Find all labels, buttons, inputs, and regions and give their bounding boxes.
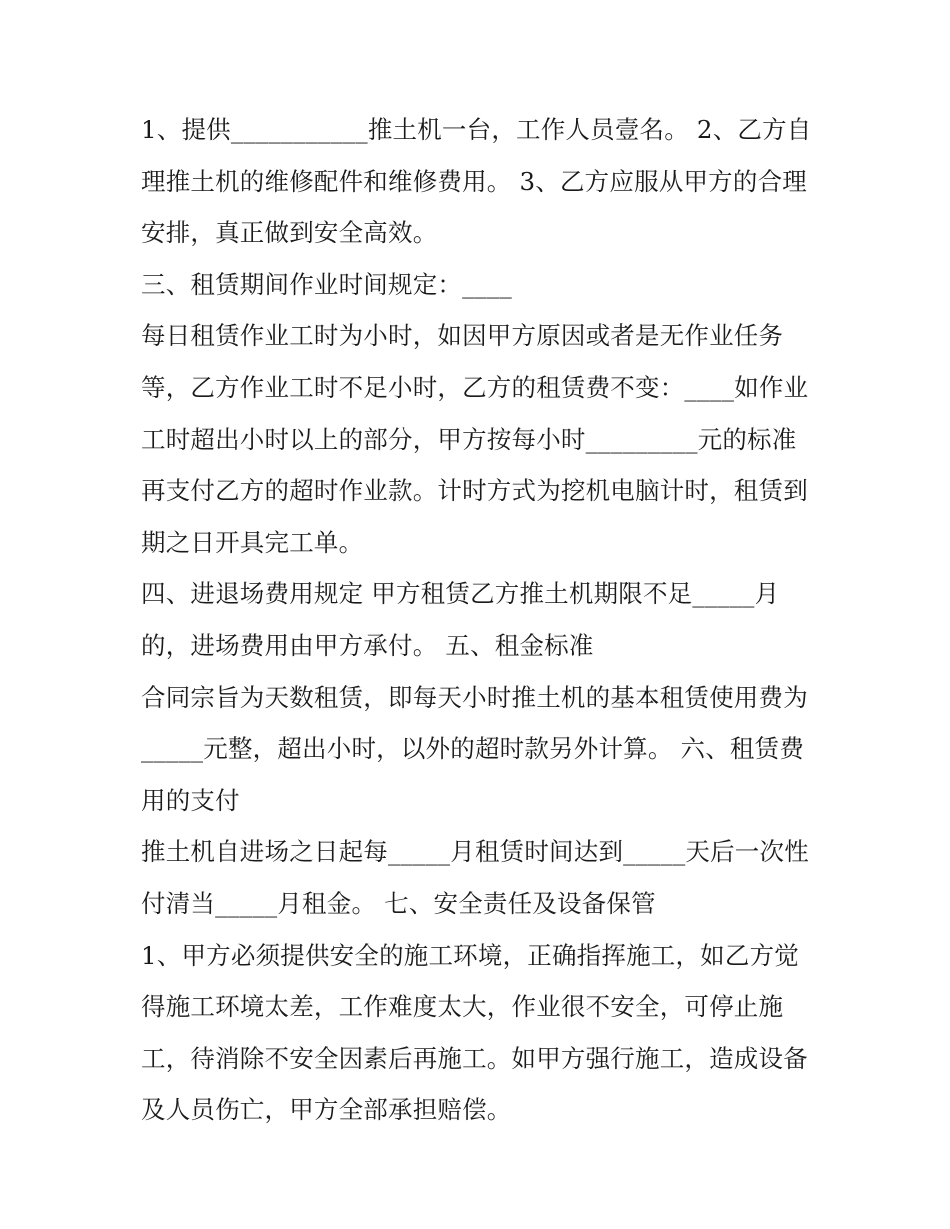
text-line: 工时超出小时以上的部分，甲方按每小时_________元的标准 bbox=[141, 424, 797, 454]
text-line: 的，进场费用由甲方承付。 五、租金标准 bbox=[141, 630, 594, 660]
text-line: 1、提供___________推土机一台，工作人员壹名。 2、乙方自 bbox=[141, 115, 812, 144]
text-line: 每日租赁作业工时为小时，如因甲方原因或者是无作业任务 bbox=[141, 321, 784, 351]
section-heading-work-hours: 三、租赁期间作业时间规定：____ bbox=[141, 269, 512, 299]
text-line: 期之日开具完工单。 bbox=[141, 527, 364, 557]
text-line: 等，乙方作业工时不足小时，乙方的租赁费不变：____如作业 bbox=[141, 372, 809, 402]
text-line: 得施工环境太差，工作难度太大，作业很不安全，可停止施 bbox=[141, 992, 784, 1022]
text-line: 付清当_____月租金。 七、安全责任及设备保管 bbox=[141, 888, 656, 918]
text-line: 合同宗旨为天数租赁，即每天小时推土机的基本租赁使用费为 bbox=[141, 682, 808, 712]
text-line: 工，待消除不安全因素后再施工。如甲方强行施工，造成设备 bbox=[141, 1043, 808, 1073]
text-line: 推土机自进场之日起每_____月租赁时间达到_____天后一次性 bbox=[141, 837, 809, 867]
section-heading-entry-exit-fees: 四、进退场费用规定 甲方租赁乙方推土机期限不足_____月 bbox=[141, 579, 780, 609]
text-line: 用的支付 bbox=[141, 785, 240, 815]
text-line: 及人员伤亡，甲方全部承担赔偿。 bbox=[141, 1095, 512, 1125]
text-line: 理推土机的维修配件和维修费用。 3、乙方应服从甲方的合理 bbox=[141, 166, 807, 196]
text-line: 再支付乙方的超时作业款。计时方式为挖机电脑计时，租赁到 bbox=[141, 476, 808, 506]
text-line: 安排，真正做到安全高效。 bbox=[141, 218, 438, 248]
text-line: _____元整，超出小时，以外的超时款另外计算。 六、租赁费 bbox=[141, 734, 805, 764]
document-body bbox=[141, 108, 821, 1140]
text-line: 1、甲方必须提供安全的施工环境，正确指挥施工，如乙方觉 bbox=[141, 940, 799, 970]
